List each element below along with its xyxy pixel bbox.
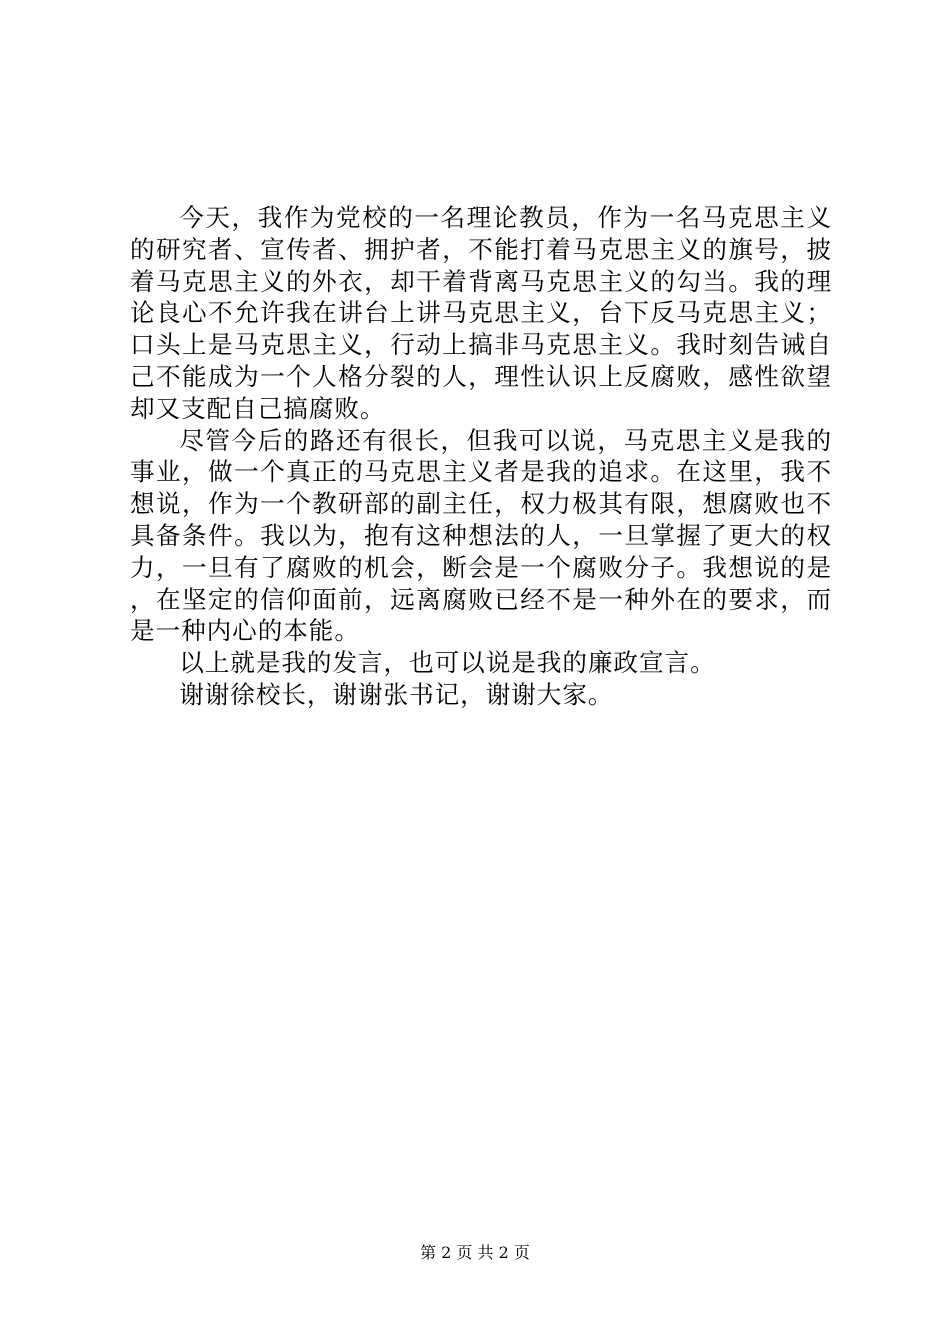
- paragraph: 今天，我作为党校的一名理论教员，作为一名马克思主义的研究者、宣传者、拥护者，不能打着马克思主义的旗号，披着马克思主义的外衣，却干着背离马克思主义的勾当。我的理论良心不允许我在讲台上讲马克思主义，台下反马克思主义；口头上是马克思主义，行动上搞非马克思主义。我时刻告诫自己不能成为一个人格分裂的人，理性认识上反腐败，感性欲望却又支配自己搞腐败。: [130, 203, 832, 423]
- paragraph: 谢谢徐校长，谢谢张书记，谢谢大家。: [179, 679, 614, 709]
- document-body: [130, 202, 832, 711]
- page-footer: 第 2 页 共 2 页: [420, 1243, 530, 1262]
- paragraph: 尽管今后的路还有很长，但我可以说，马克思主义是我的事业，做一个真正的马克思主义者是我的追求。在这里，我不想说，作为一个教研部的副主任，权力极其有限，想腐败也不具备条件。我以为，抱有这种想法的人，一旦掌握了更大的权力，一旦有了腐败的机会，断会是一个腐败分子。我想说的是，在坚定的信仰面前，远离腐败已经不是一种外在的要求，而是一种内心的本能。: [130, 425, 832, 646]
- paragraph: 以上就是我的发言，也可以说是我的廉政宣言。: [179, 648, 716, 678]
